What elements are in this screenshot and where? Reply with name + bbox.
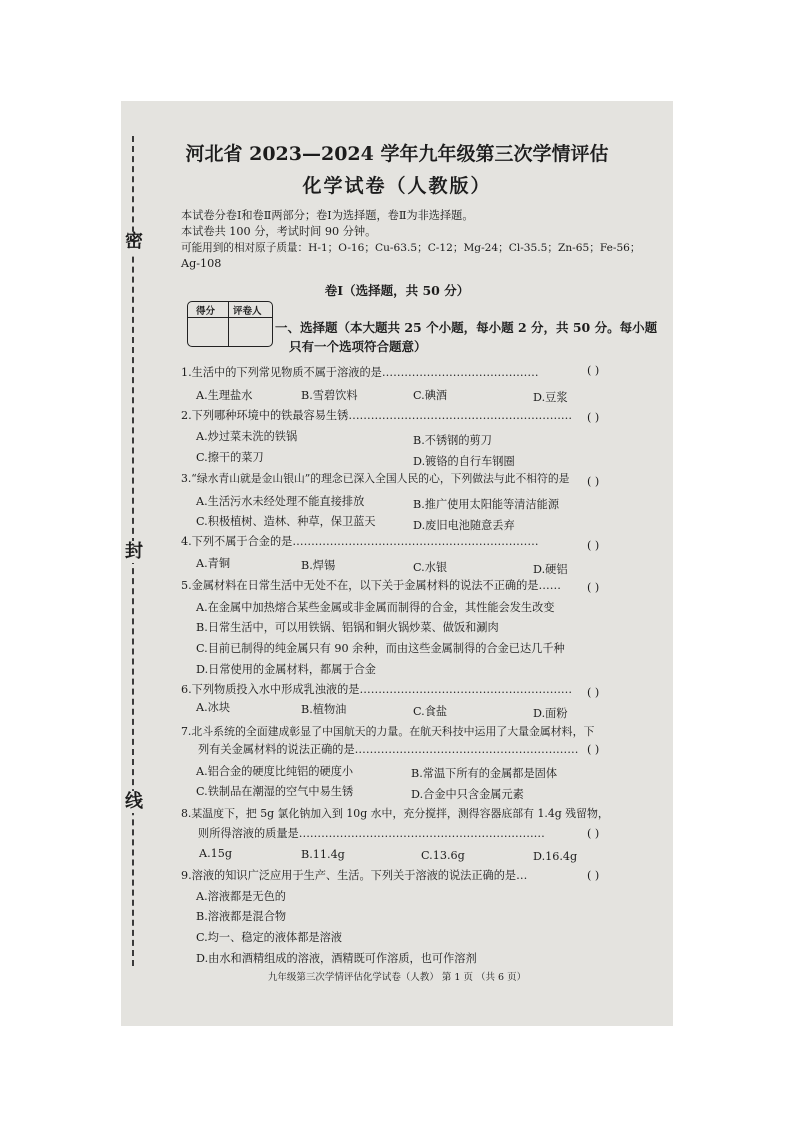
option: C.13.6g	[421, 849, 465, 862]
intro-line: 可能用到的相对原子质量：H-1；O-16；Cu-63.5；C-12；Mg-24；Cl-35.5；Zn-65；Fe-56；	[181, 242, 641, 254]
option: C.积极植树、造林、种草，保卫蓝天	[196, 515, 376, 528]
option: A.生理盐水	[196, 389, 253, 402]
option: A.在金属中加热熔合某些金属或非金属而制得的合金，其性能会发生改变	[196, 601, 555, 614]
exam-subtitle: 化学试卷（人教版）	[302, 175, 492, 197]
option: D.废旧电池随意丢弃	[413, 519, 515, 532]
option: A.溶液都是无色的	[196, 890, 286, 903]
exam-paper	[121, 101, 673, 1026]
grader-label: 评卷人	[233, 306, 262, 317]
option: A.冰块	[196, 701, 231, 714]
question-stem: 2.下列哪种环境中的铁最容易生锈……………………………………………………	[181, 409, 573, 422]
option: D.面粉	[533, 707, 568, 720]
question-stem: 6.下列物质投入水中形成乳浊液的是…………………………………………………	[181, 683, 573, 696]
answer-paren: ( )	[587, 869, 600, 882]
answer-paren: ( )	[587, 411, 600, 424]
option: C.水银	[413, 561, 448, 574]
option: C.食盐	[413, 705, 448, 718]
option: A.铝合金的硬度比纯铝的硬度小	[196, 765, 354, 778]
question-stem: 9.溶液的知识广泛应用于生产、生活。下列关于溶液的说法正确的是…	[181, 869, 528, 882]
section-title: 卷Ⅰ（选择题，共 50 分）	[324, 283, 470, 298]
option: B.溶液都是混合物	[196, 910, 287, 923]
exam-title: 河北省 2023—2024 学年九年级第三次学情评估	[185, 143, 609, 165]
question-stem: 7.北斗系统的全面建成彰显了中国航天的力量。在航天科技中运用了大量金属材料，下	[181, 725, 595, 738]
option: B.推广使用太阳能等清洁能源	[413, 498, 560, 511]
option: B.11.4g	[301, 848, 345, 861]
option: C.铁制品在潮湿的空气中易生锈	[196, 785, 354, 798]
question-stem: 8.某温度下，把 5g 氯化钠加入到 10g 水中，充分搅拌，测得容器底部有 1.4g 残留物，	[181, 807, 609, 820]
option: B.不锈钢的剪刀	[413, 434, 492, 447]
option: C.碘酒	[413, 389, 448, 402]
answer-paren: ( )	[587, 743, 600, 756]
part-heading: 一、选择题（本大题共 25 个小题，每小题 2 分，共 50 分。每小题	[275, 320, 658, 335]
score-label: 得分	[196, 306, 216, 317]
question-stem-cont: 则所得溶液的质量是…………………………………………………………	[198, 827, 545, 840]
answer-paren: ( )	[587, 827, 600, 840]
question-stem-cont: 列有关金属材料的说法正确的是……………………………………………………	[198, 743, 579, 756]
seal-mark-feng: 封	[125, 541, 143, 562]
question-stem: 4.下列不属于合金的是…………………………………………………………	[181, 535, 539, 548]
option: D.由水和酒精组成的溶液，酒精既可作溶质，也可作溶剂	[196, 952, 477, 965]
answer-paren: ( )	[587, 475, 600, 488]
option: C.擦干的菜刀	[196, 451, 264, 464]
option: B.焊锡	[301, 559, 336, 572]
question-stem: 3.“绿水青山就是金山银山”的理念已深入全国人民的心，下列做法与此不相符的是	[181, 472, 570, 485]
option: D.16.4g	[533, 850, 578, 863]
answer-paren: ( )	[587, 539, 600, 552]
intro-line: 本试卷分卷Ⅰ和卷Ⅱ两部分；卷Ⅰ为选择题，卷Ⅱ为非选择题。	[181, 209, 474, 222]
part-heading: 只有一个选项符合题意）	[289, 339, 427, 354]
seal-mark-mi: 密	[125, 231, 143, 252]
intro-line: 本试卷共 100 分，考试时间 90 分钟。	[181, 225, 377, 238]
option: D.日常使用的金属材料，都属于合金	[196, 663, 376, 676]
option: B.植物油	[301, 703, 347, 716]
option: A.15g	[199, 847, 233, 860]
option: B.日常生活中，可以用铁锅、铝锅和铜火锅炒菜、做饭和涮肉	[196, 621, 499, 634]
option: D.合金中只含金属元素	[411, 788, 524, 801]
option: B.雪碧饮料	[301, 389, 358, 402]
page-footer: 九年级第三次学情评估化学试卷（人教） 第 1 页 （共 6 页）	[267, 972, 527, 983]
option: A.炒过菜未洗的铁锅	[196, 430, 298, 443]
answer-paren: ( )	[587, 686, 600, 699]
answer-paren: ( )	[587, 364, 600, 377]
option: C.均一、稳定的液体都是溶液	[196, 931, 342, 944]
answer-paren: ( )	[587, 581, 600, 594]
option: A.生活污水未经处理不能直接排放	[196, 495, 365, 508]
option: D.硬铝	[533, 563, 568, 576]
seal-mark-xian: 线	[125, 791, 143, 812]
option: B.常温下所有的金属都是固体	[411, 767, 558, 780]
option: D.豆浆	[533, 391, 568, 404]
option: A.青铜	[196, 557, 231, 570]
intro-line: Ag-108	[181, 257, 222, 270]
option: D.镀铬的自行车钢圈	[413, 455, 515, 468]
option: C.目前已制得的纯金属只有 90 余种，而由这些金属制得的合金已达几千种	[196, 642, 565, 655]
score-box	[187, 301, 273, 347]
question-stem: 1.生活中的下列常见物质不属于溶液的是……………………………………	[181, 366, 539, 379]
question-stem: 5.金属材料在日常生活中无处不在，以下关于金属材料的说法不正确的是……	[181, 579, 561, 592]
